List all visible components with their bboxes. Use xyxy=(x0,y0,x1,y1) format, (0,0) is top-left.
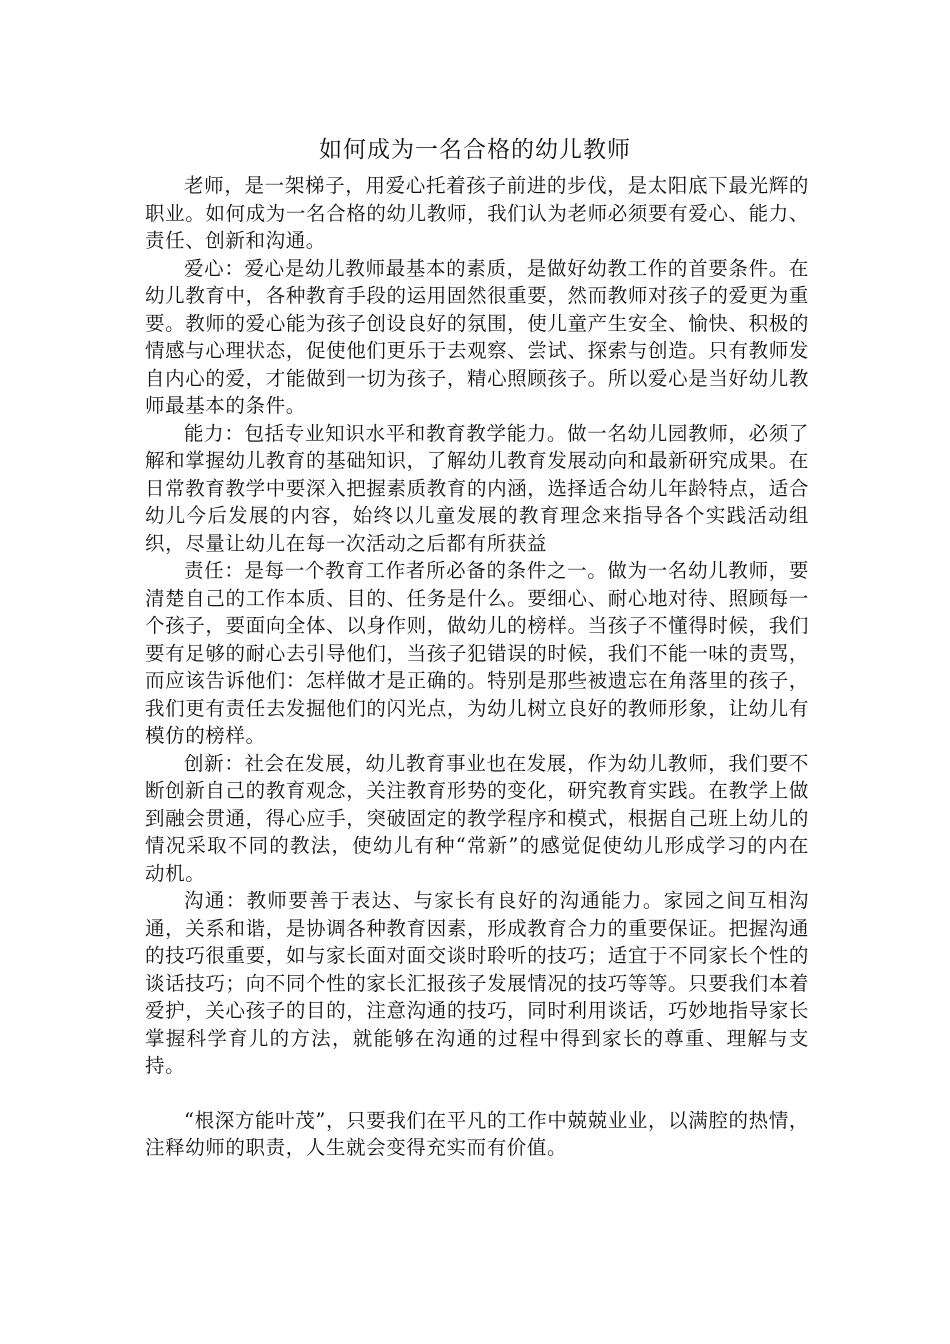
paragraph-intro: 老师，是一架梯子，用爱心托着孩子前进的步伐，是太阳底下最光辉的职业。如何成为一名合格的幼儿教师，我们认为老师必须要有爱心、能力、责任、创新和沟通。 xyxy=(145,174,809,252)
paragraph-ability: 能力：包括专业知识水平和教育教学能力。做一名幼儿园教师，必须了解和掌握幼儿教育的基础知识，了解幼儿教育发展动向和最新研究成果。在日常教育教学中要深入把握素质教育的内涵，选择适合幼儿年龄特点，适合幼儿今后发展的内容，始终以儿童发展的教育理念来指导各个实践活动组织，尽量让幼儿在每一次活动之后都有所获益 xyxy=(145,421,809,555)
paragraph-love: 爱心：爱心是幼儿教师最基本的素质，是做好幼教工作的首要条件。在幼儿教育中，各种教育手段的运用固然很重要，然而教师对孩子的爱更为重要。教师的爱心能为孩子创设良好的氛围，使儿童产生安全、愉快、积极的情感与心理状态，促使他们更乐于去观察、尝试、探索与创造。只有教师发自内心的爱，才能做到一切为孩子，精心照顾孩子。所以爱心是当好幼儿教师最基本的条件。 xyxy=(145,256,809,417)
document-title: 如何成为一名合格的幼儿教师 xyxy=(319,137,631,163)
document-body xyxy=(145,172,809,1162)
paragraph-gap xyxy=(145,1080,809,1107)
paragraph-responsibility: 责任：是每一个教育工作者所必备的条件之一。做为一名幼儿教师，要清楚自己的工作本质、目的、任务是什么。要细心、耐心地对待、照顾每一个孩子，要面向全体、以身作则，做幼儿的榜样。当孩子不懂得时候，我们要有足够的耐心去引导他们，当孩子犯错误的时候，我们不能一味的责骂，而应该告诉他们：怎样做才是正确的。特别是那些被遗忘在角落里的孩子，我们更有责任去发掘他们的闪光点，为幼儿树立良好的教师形象，让幼儿有模仿的榜样。 xyxy=(145,559,809,747)
paragraph-communication: 沟通：教师要善于表达、与家长有良好的沟通能力。家园之间互相沟通，关系和谐，是协调各种教育因素，形成教育合力的重要保证。把握沟通的技巧很重要，如与家长面对面交谈时聆听的技巧；适宜于不同家长个性的谈话技巧；向不同个性的家长汇报孩子发展情况的技巧等等。只要我们本着爱护，关心孩子的目的，注意沟通的技巧，同时利用谈话，巧妙地指导家长掌握科学育儿的方法，就能够在沟通的过程中得到家长的尊重、理解与支持。 xyxy=(145,889,809,1077)
paragraph-innovation: 创新：社会在发展，幼儿教育事业也在发展，作为幼儿教师，我们要不断创新自己的教育观念，关注教育形势的变化，研究教育实践。在教学上做到融会贯通，得心应手，突破固定的教学程序和模式，根据自己班上幼儿的情况采取不同的教法，使幼儿有种“常新”的感觉促使幼儿形成学习的内在动机。 xyxy=(145,751,809,885)
paragraph-closing: “根深方能叶茂”，只要我们在平凡的工作中兢兢业业，以满腔的热情，注释幼师的职责，人生就会变得充实而有价值。 xyxy=(145,1108,809,1159)
